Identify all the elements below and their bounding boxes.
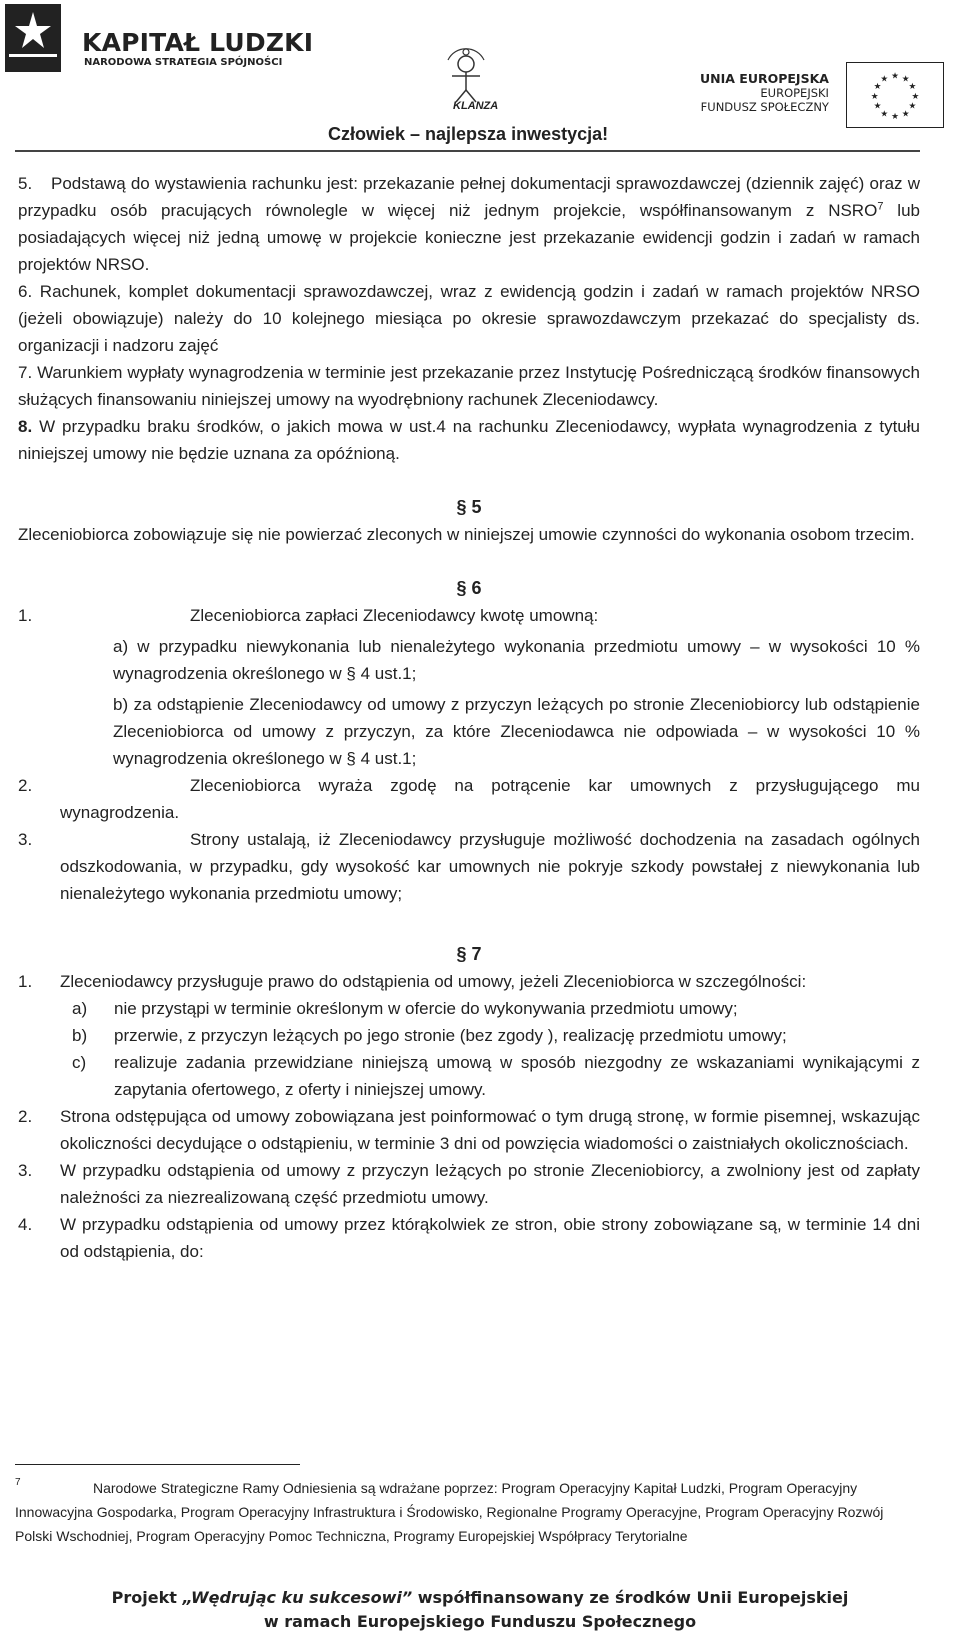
svg-text:★: ★ bbox=[891, 112, 899, 123]
section-6-item-1 bbox=[18, 602, 920, 629]
footer-project-name: „Wędrując ku sukcesowi” bbox=[182, 1588, 413, 1607]
item-number: 2. bbox=[18, 776, 33, 795]
subitem-letter: c) bbox=[72, 1053, 87, 1072]
header-divider bbox=[15, 150, 920, 152]
item-text: W przypadku odstąpienia od umowy przez którąkolwiek ze stron, obie strony zobowiązane są, w terminie 14 dni od odstąpienia, do: bbox=[60, 1215, 920, 1261]
subitem-text: przerwie, z przyczyn leżących po jego stronie (bez zgody ), realizację przedmiotu umowy; bbox=[114, 1026, 787, 1045]
item-text bbox=[18, 826, 920, 907]
section-6-item-3 bbox=[18, 826, 920, 907]
paragraph-number: 6. bbox=[18, 282, 33, 301]
subitem-letter: b) bbox=[72, 1026, 88, 1045]
page-footer bbox=[0, 1586, 960, 1634]
section-7-item-2 bbox=[18, 1103, 920, 1157]
kapital-ludzki-subtitle: NARODOWA STRATEGIA SPÓJNOŚCI bbox=[84, 57, 283, 68]
section-7-item-3 bbox=[18, 1157, 920, 1211]
svg-text:★: ★ bbox=[873, 101, 882, 112]
item-number: 2. bbox=[18, 1107, 33, 1126]
section-heading-5: § 5 bbox=[456, 497, 482, 517]
svg-text:★: ★ bbox=[908, 82, 917, 93]
item-text: Zleceniodawcy przysługuje prawo do odstąpienia od umowy, jeżeli Zleceniobiorca w szczególności: bbox=[60, 972, 807, 991]
paragraph-text bbox=[18, 359, 920, 413]
paragraph-text-b: lub posiadających więcej niż jedną umowę w projekcie konieczne jest przekazanie ewidencji godzin i zadań w ramach projektów NRSO. bbox=[18, 201, 920, 274]
footnote-mark: 7 bbox=[15, 1477, 21, 1488]
footer-line-1 bbox=[0, 1586, 960, 1610]
item-text: Strona odstępująca od umowy zobowiązana jest poinformować o tym drugą stronę, w formie pisemnej, wskazując okoliczności decydujące o odstąpieniu, w terminie 3 dni od powzięcia wiadomości o zaistniałych okolicznościach. bbox=[60, 1107, 920, 1153]
svg-text:★: ★ bbox=[911, 91, 920, 102]
svg-text:★: ★ bbox=[901, 109, 910, 120]
paragraph-body: Warunkiem wypłaty wynagrodzenia w terminie jest przekazanie przez Instytucję Pośredniczącą środków finansowych służących finansowaniu niniejszej umowy na wyodrębniony rachunek Zleceniodawcy. bbox=[18, 363, 920, 409]
svg-text:★: ★ bbox=[880, 109, 889, 120]
paragraph-7 bbox=[18, 359, 920, 413]
paragraph-6 bbox=[18, 278, 920, 359]
svg-text:★: ★ bbox=[908, 101, 917, 112]
eu-line-1: UNIA EUROPEJSKA bbox=[700, 71, 829, 86]
paragraph-number: 8. bbox=[18, 417, 33, 436]
document-body bbox=[18, 170, 920, 1265]
item-text: Zleceniobiorca zapłaci Zleceniodawcy kwotę umowną: bbox=[190, 606, 599, 625]
paragraph-5 bbox=[18, 170, 920, 278]
item-body: Zleceniobiorca wyraża zgodę na potrącenie kar umownych z przysługującego mu wynagrodzenia. bbox=[60, 776, 920, 822]
footer-suffix: współfinansowany ze środków Unii Europejskiej bbox=[412, 1588, 849, 1607]
item-number: 4. bbox=[18, 1215, 33, 1234]
subitem-text: realizuje zadania przewidziane niniejszą umową w sposób niezgodny ze wskazaniami wynikającymi z zapytania ofertowego, z oferty i niniejszej umowy. bbox=[114, 1053, 920, 1099]
item-text: W przypadku odstąpienia od umowy z przyczyn leżących po stronie Zleceniobiorcy, a zwolniony jest od zapłaty należności za niezrealizowaną część przedmiotu umowy. bbox=[60, 1161, 920, 1207]
page-header bbox=[0, 0, 960, 148]
section-heading-6: § 6 bbox=[456, 578, 482, 598]
paragraph-body: W przypadku braku środków, o jakich mowa w ust.4 na rachunku Zleceniodawcy, wypłata wynagrodzenia z tytułu niniejszej umowy nie będzie uznana za opóźnioną. bbox=[18, 417, 920, 463]
eu-flag-icon bbox=[846, 62, 944, 128]
eu-line-3: FUNDUSZ SPOŁECZNY bbox=[700, 100, 829, 114]
item-body: Strony ustalają, iż Zleceniodawcy przysługuje możliwość dochodzenia na zasadach ogólnych odszkodowania, w przypadku, gdy wysokość kar umownych nie pokryje szkody powstałej z niewykonania lub nienależytego wykonania przedmiotu umowy; bbox=[60, 830, 920, 903]
section-5-text: Zleceniobiorca zobowiązuje się nie powierzać zleconych w niniejszej umowie czynności do wykonania osobom trzecim. bbox=[18, 525, 915, 544]
svg-text:★: ★ bbox=[901, 74, 910, 85]
footnote-ref: 7 bbox=[877, 200, 884, 213]
eu-line-2: EUROPEJSKI bbox=[760, 86, 829, 100]
footnote bbox=[15, 1476, 920, 1548]
svg-text:★: ★ bbox=[880, 74, 889, 85]
section-7-item-1 bbox=[18, 968, 920, 995]
kapital-ludzki-name: KAPITAŁ LUDZKI bbox=[82, 28, 314, 57]
section-7-item-1c bbox=[72, 1049, 920, 1103]
paragraph-text-a: Podstawą do wystawienia rachunku jest: przekazanie pełnej dokumentacji sprawozdawczej (dziennik zajęć) oraz w przypadku osób pracujących równolegle w więcej niż jednym projekcie, współfinansowanym z NSRO bbox=[18, 174, 920, 220]
footnote-divider bbox=[15, 1464, 300, 1465]
section-6-item-2 bbox=[18, 772, 920, 826]
item-text bbox=[18, 772, 920, 826]
item-number: 1. bbox=[18, 606, 33, 625]
section-7-item-4 bbox=[18, 1211, 920, 1265]
section-7-item-1b bbox=[72, 1022, 920, 1049]
svg-text:★: ★ bbox=[873, 82, 882, 93]
paragraph-8 bbox=[18, 413, 920, 467]
section-7-item-1a bbox=[72, 995, 920, 1022]
item-number: 3. bbox=[18, 830, 33, 849]
paragraph-text bbox=[18, 170, 920, 278]
subitem-letter: a) bbox=[72, 999, 88, 1018]
slogan: Człowiek – najlepsza inwestycja! bbox=[328, 124, 609, 144]
klanza-label: KLANZA bbox=[453, 100, 499, 112]
paragraph-text bbox=[18, 413, 920, 467]
paragraph-number: 7. bbox=[18, 363, 33, 382]
section-heading-7: § 7 bbox=[456, 944, 482, 964]
svg-text:★: ★ bbox=[870, 91, 879, 102]
paragraph-text bbox=[18, 278, 920, 359]
item-number: 3. bbox=[18, 1161, 33, 1180]
paragraph-number: 5. bbox=[18, 174, 33, 193]
footer-prefix: Projekt bbox=[111, 1588, 183, 1607]
footer-line-2: w ramach Europejskiego Funduszu Społecznego bbox=[263, 1612, 697, 1631]
item-number: 1. bbox=[18, 972, 33, 991]
eu-fund-text bbox=[700, 72, 829, 114]
footnote-text: Narodowe Strategiczne Ramy Odniesienia są wdrażane poprzez: Program Operacyjny Kapitał Ludzki, Program Operacyjny Innowacyjna Gospodarka, Program Operacyjny Infrastruktura i Środowisko, Regionalne Programy Operacyjne, Program Operacyjny Rozwój Polski Wschodniej, Program Operacyjny Pomoc Techniczna, Programy Europejskiej Współpracy Terytorialne bbox=[15, 1480, 884, 1544]
svg-text:★: ★ bbox=[891, 71, 899, 82]
section-6-item-1a: a) w przypadku niewykonania lub nienależytego wykonania przedmiotu umowy – w wysokości 10 % wynagrodzenia określonego w § 4 ust.1; bbox=[113, 637, 920, 683]
section-6-item-1b: b) za odstąpienie Zleceniodawcy od umowy z przyczyn leżących po stronie Zleceniobiorcy lub odstąpienie Zleceniobiorca od umowy z przyczyn, za które Zleceniodawca nie odpowiada – w wysokości 10 % wynagrodzenia określonego w § 4 ust.1; bbox=[113, 695, 920, 768]
subitem-text: nie przystąpi w terminie określonym w ofercie do wykonywania przedmiotu umowy; bbox=[114, 999, 738, 1018]
paragraph-body: Rachunek, komplet dokumentacji sprawozdawczej, wraz z ewidencją godzin i zadań w ramach projektów NRSO (jeżeli obowiązuje) należy do 10 kolejnego miesiąca po okresie sprawozdawczym przekazać do specjalisty ds. organizacji i nadzoru zajęć bbox=[18, 282, 920, 355]
